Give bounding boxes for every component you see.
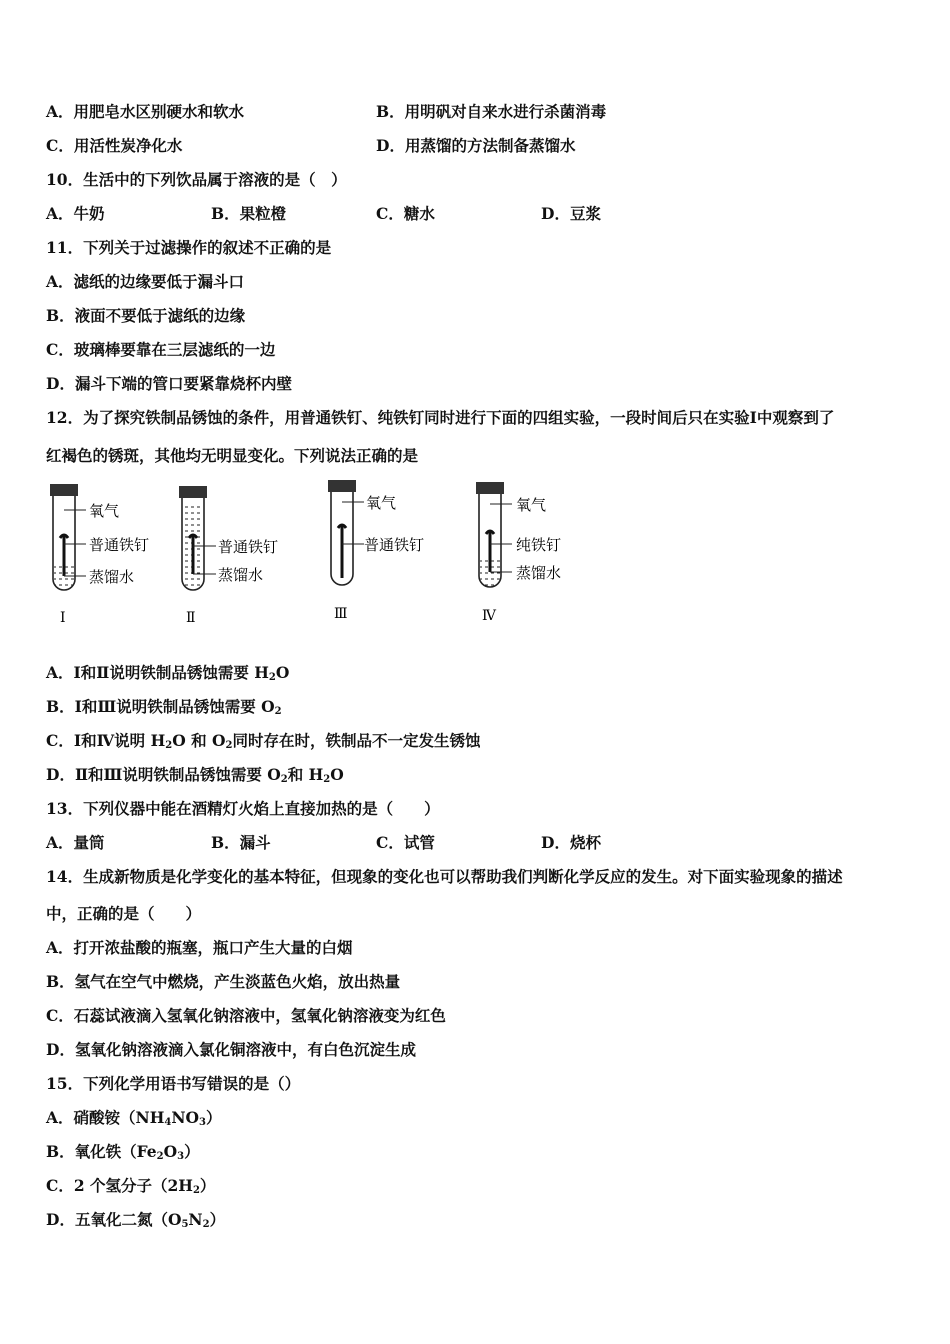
q12-stem-line2: 红褐色的锈斑，其他均无明显变化。下列说法正确的是 xyxy=(46,446,419,465)
q14-option-c: C．石蕊试液滴入氢氧化钠溶液中，氢氧化钠溶液变为红色 xyxy=(46,1006,446,1025)
test-tubes-diagram xyxy=(40,474,600,634)
q14-option-a: A．打开浓盐酸的瓶塞，瓶口产生大量的白烟 xyxy=(46,938,353,957)
tube-2-label-bottom: 蒸馏水 xyxy=(218,566,264,584)
q10-option-b: B．果粒橙 xyxy=(211,204,287,223)
q9-option-c: C．用活性炭净化水 xyxy=(46,136,183,155)
q13-option-a: A．量筒 xyxy=(46,833,105,852)
q10-option-c: C．糖水 xyxy=(376,204,435,223)
tube-3-label-mid: 普通铁钉 xyxy=(364,536,425,554)
q11-option-c: C．玻璃棒要靠在三层滤纸的一边 xyxy=(46,340,276,359)
q10-option-a: A．牛奶 xyxy=(46,204,105,223)
q15-option-c: C．2 个氢分子$(2H_2)$ xyxy=(46,1176,216,1196)
tube-4 xyxy=(476,482,512,587)
q12-test-tube-figure xyxy=(40,474,600,634)
tube-3-numeral: Ⅲ xyxy=(334,606,348,622)
q14-option-d: D．氢氧化钠溶液滴入氯化铜溶液中，有白色沉淀生成 xyxy=(46,1040,416,1059)
tube-2 xyxy=(179,486,216,590)
q12-option-c: C．Ⅰ和Ⅳ说明 $H_2O$ 和 $O_2$同时存在时，铁制品不一定发生锈蚀 xyxy=(46,731,481,751)
q9-option-a: A．用肥皂水区别硬水和软水 xyxy=(46,102,245,121)
tube-1-label-mid: 普通铁钉 xyxy=(89,536,150,554)
q13-option-b: B．漏斗 xyxy=(211,833,271,852)
q9-option-b: B．用明矾对自来水进行杀菌消毒 xyxy=(376,102,607,121)
tube-1-numeral: Ⅰ xyxy=(60,610,66,626)
q10-option-d: D．豆浆 xyxy=(541,204,601,223)
q12-option-d: D．Ⅱ和Ⅲ说明铁制品锈蚀需要 $O_2$和 $H_2O$ xyxy=(46,765,344,785)
q10-stem: 10．生活中的下列饮品属于溶液的是（ ） xyxy=(46,170,347,189)
tube-2-numeral: Ⅱ xyxy=(186,610,196,626)
q11-option-d: D．漏斗下端的管口要紧靠烧杯内壁 xyxy=(46,374,292,393)
q13-option-c: C．试管 xyxy=(376,833,435,852)
q12-option-b: B．Ⅰ和Ⅲ说明铁制品锈蚀需要 $O_2$ xyxy=(46,697,282,717)
q15-option-d: D．五氧化二氮$(O_5N_2)$ xyxy=(46,1210,226,1230)
q11-option-a: A．滤纸的边缘要低于漏斗口 xyxy=(46,272,245,291)
q14-option-b: B．氢气在空气中燃烧，产生淡蓝色火焰，放出热量 xyxy=(46,972,401,991)
q13-option-d: D．烧杯 xyxy=(541,833,601,852)
tube-1 xyxy=(50,484,86,590)
q15-option-a: A．硝酸铵$(NH_4NO_3)$ xyxy=(46,1108,222,1128)
tube-4-numeral: Ⅳ xyxy=(482,608,496,624)
q11-option-b: B．液面不要低于滤纸的边缘 xyxy=(46,306,246,325)
q9-option-d: D．用蒸馏的方法制备蒸馏水 xyxy=(376,136,576,155)
tube-3-label-top: 氧气 xyxy=(366,494,397,512)
tube-1-label-bottom: 蒸馏水 xyxy=(89,568,135,586)
q15-option-b: B．氧化铁$(Fe_2O_3)$ xyxy=(46,1142,200,1162)
tube-1-label-top: 氧气 xyxy=(89,502,120,520)
tube-3 xyxy=(328,480,364,585)
q14-stem-line2: 中，正确的是（ ） xyxy=(46,904,202,923)
tube-2-label-mid: 普通铁钉 xyxy=(218,538,279,556)
q13-stem: 13．下列仪器中能在酒精灯火焰上直接加热的是（ ） xyxy=(46,799,440,818)
tube-4-label-top: 氧气 xyxy=(516,496,547,514)
q15-stem: 15．下列化学用语书写错误的是（） xyxy=(46,1074,301,1093)
tube-4-label-bottom: 蒸馏水 xyxy=(516,564,562,582)
q12-option-a: A．Ⅰ和Ⅱ说明铁制品锈蚀需要 $H_2O$ xyxy=(46,663,290,683)
q14-stem-line1: 14．生成新物质是化学变化的基本特征，但现象的变化也可以帮助我们判断化学反应的发生。对下面实验现象的描述 xyxy=(46,867,843,886)
q11-stem: 11．下列关于过滤操作的叙述不正确的是 xyxy=(46,238,332,257)
tube-4-label-mid: 纯铁钉 xyxy=(516,536,562,554)
q12-stem-line1: 12．为了探究铁制品锈蚀的条件，用普通铁钉、纯铁钉同时进行下面的四组实验，一段时间后只在实验Ⅰ中观察到了 xyxy=(46,408,835,427)
